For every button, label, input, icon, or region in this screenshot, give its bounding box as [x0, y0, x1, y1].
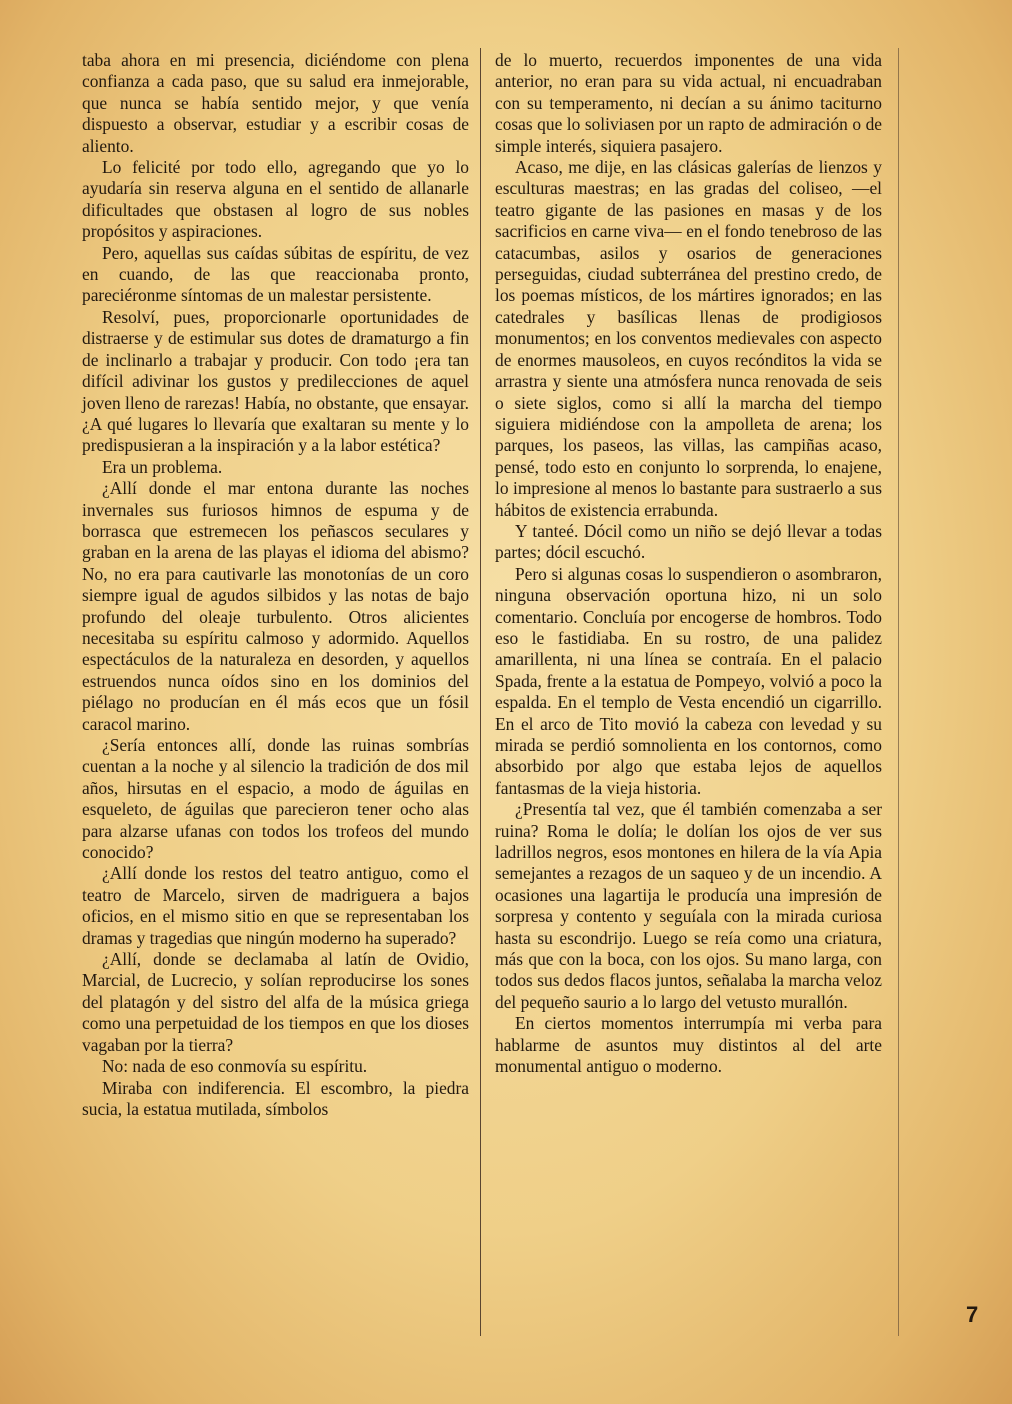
paragraph: ¿Presentía tal vez, que él también comenzaba a ser ruina? Roma le dolía; le dolían los ojos de ver sus ladrillos negros, esos montones en hilera de la vía Apia semejantes a rezagos de un saqueo y de un incendio. A ocasiones una lagartija le producía una impresión de sorpresa y contento y seguíala con la mirada curiosa hasta su escondrijo. Luego se reía como una criatura, más que con la boca, con los ojos. Su mano larga, con todos sus dedos flacos juntos, señalaba la marcha veloz del pequeño saurio a lo largo del vetusto murallón.	[495, 799, 882, 1012]
paragraph: Era un problema.	[102, 456, 223, 477]
right-text-column	[495, 50, 882, 1078]
paragraph: ¿Sería entonces allí, donde las ruinas sombrías cuentan a la noche y al silencio la tradición de dos mil años, hirsutas en el espacio, a modo de águilas en esqueleto, de águilas que parecieron tener ocho alas para alzarse ufanas con todos los trofeos del mundo conocido?	[82, 735, 469, 863]
column-divider	[480, 48, 481, 1336]
paragraph: Lo felicité por todo ello, agregando que yo lo ayudaría sin reserva alguna en el sentido de allanarle dificultades que obstasen al logro de sus nobles propósitos y aspiraciones.	[82, 157, 469, 242]
paragraph: ¿Allí, donde se declamaba al latín de Ovidio, Marcial, de Lucrecio, y solían reproducirse los sones del platagón y del sistro del alfa de la música griega como una perpetuidad de los tiempos en que los dioses vagaban por la tierra?	[82, 949, 469, 1055]
right-margin-rule	[898, 48, 899, 1336]
paragraph: Pero si algunas cosas lo suspendieron o asombraron, ninguna observación oportuna hizo, ni un solo comentario. Concluía por encogerse de hombros. Todo eso le fastidiaba. En su rostro, de una palidez amarillenta, ni una línea se contraía. En el palacio Spada, frente a la estatua de Pompeyo, volvió a poco la espalda. En el templo de Vesta encendió un cigarrillo. En el arco de Tito movió la cabeza con levedad y su mirada se perdió somnolienta en los contornos, como absorbido por algo que estaba lejos de aquellos fantasmas de la vieja historia.	[495, 563, 882, 798]
paragraph: ¿Allí donde el mar entona durante las noches invernales sus furiosos himnos de espuma y de borrasca que estremecen los peñascos seculares y graban en la arena de las playas el idioma del abismo? No, no era para cautivarle las monotonías de un coro siempre igual de agudos silbidos y las notas de bajo profundo del oleaje turbulento. Otros alicientes necesitaba su espíritu calmoso y adormido. Aquellos espectáculos de la naturaleza en desorden, y aquellos estruendos nunca oídos sino en los dominios del piélago no producían en él más ecos que un fósil caracol marino.	[82, 478, 469, 734]
page-number: 7	[966, 1302, 979, 1327]
paragraph: de lo muerto, recuerdos imponentes de una vida anterior, no eran para su vida actual, ni encuadraban con su temperamento, ni decían a su ánimo taciturno cosas que lo soliviasen por un rapto de admiración o de simple interés, siquiera pasajero.	[495, 50, 882, 156]
paragraph: Pero, aquellas sus caídas súbitas de espíritu, de vez en cuando, de las que reaccionaba pronto, pareciéronme síntomas de un malestar persistente.	[82, 242, 469, 306]
paragraph: ¿Allí donde los restos del teatro antiguo, como el teatro de Marcelo, sirven de madriguera a bajos oficios, en el mismo sitio en que se representaban los dramas y tragedias que ningún moderno ha superado?	[82, 863, 469, 948]
paragraph: Miraba con indiferencia. El escombro, la piedra sucia, la estatua mutilada, símbolos	[82, 1077, 469, 1119]
paragraph: Resolví, pues, proporcionarle oportunidades de distraerse y de estimular sus dotes de dramaturgo a fin de inclinarlo a trabajar y producir. Con todo ¡era tan difícil adivinar los gustos y predilecciones de aquel joven lleno de rarezas! Había, no obstante, que ensayar. ¿A qué lugares lo llevaría que exaltaran su mente y lo predispusieran a la inspiración y a la labor estética?	[82, 306, 469, 456]
paragraph: En ciertos momentos interrumpía mi verba para hablarme de asuntos muy distintos al del arte monumental antiguo o moderno.	[495, 1013, 882, 1077]
paragraph: Acaso, me dije, en las clásicas galerías de lienzos y esculturas maestras; en las gradas del coliseo, —el teatro gigante de las pasiones en masas y de los sacrificios en carne viva— en el fondo tenebroso de las catacumbas, asilos y osarios de generaciones perseguidas, ciudad subterránea del prestino credo, de los poemas místicos, de los mártires ignorados; en las catedrales y basílicas llenas de prodigiosos monumentos; en los conventos medievales con aspecto de enormes mausoleos, en cuyos recónditos la vida se arrastra y siente una atmósfera nunca renovada de seis o siete siglos, como si allí la marcha del tiempo siguiera midiéndose con la ampolleta de arena; los parques, los paseos, las villas, las campiñas acaso, pensé, todo esto en conjunto lo sorprenda, lo enajene, lo impresione al menos lo bastante para sustraerlo a sus hábitos de existencia errabunda.	[495, 157, 882, 520]
left-text-column	[82, 50, 469, 1120]
paragraph: taba ahora en mi presencia, diciéndome con plena confianza a cada paso, que su salud era inmejorable, que nunca se había sentido mejor, y que venía dispuesto a observar, estudiar y a escribir cosas de aliento.	[82, 50, 469, 156]
paragraph: Y tanteé. Dócil como un niño se dejó llevar a todas partes; dócil escuchó.	[495, 520, 882, 563]
paragraph: No: nada de eso conmovía su espíritu.	[102, 1056, 368, 1077]
